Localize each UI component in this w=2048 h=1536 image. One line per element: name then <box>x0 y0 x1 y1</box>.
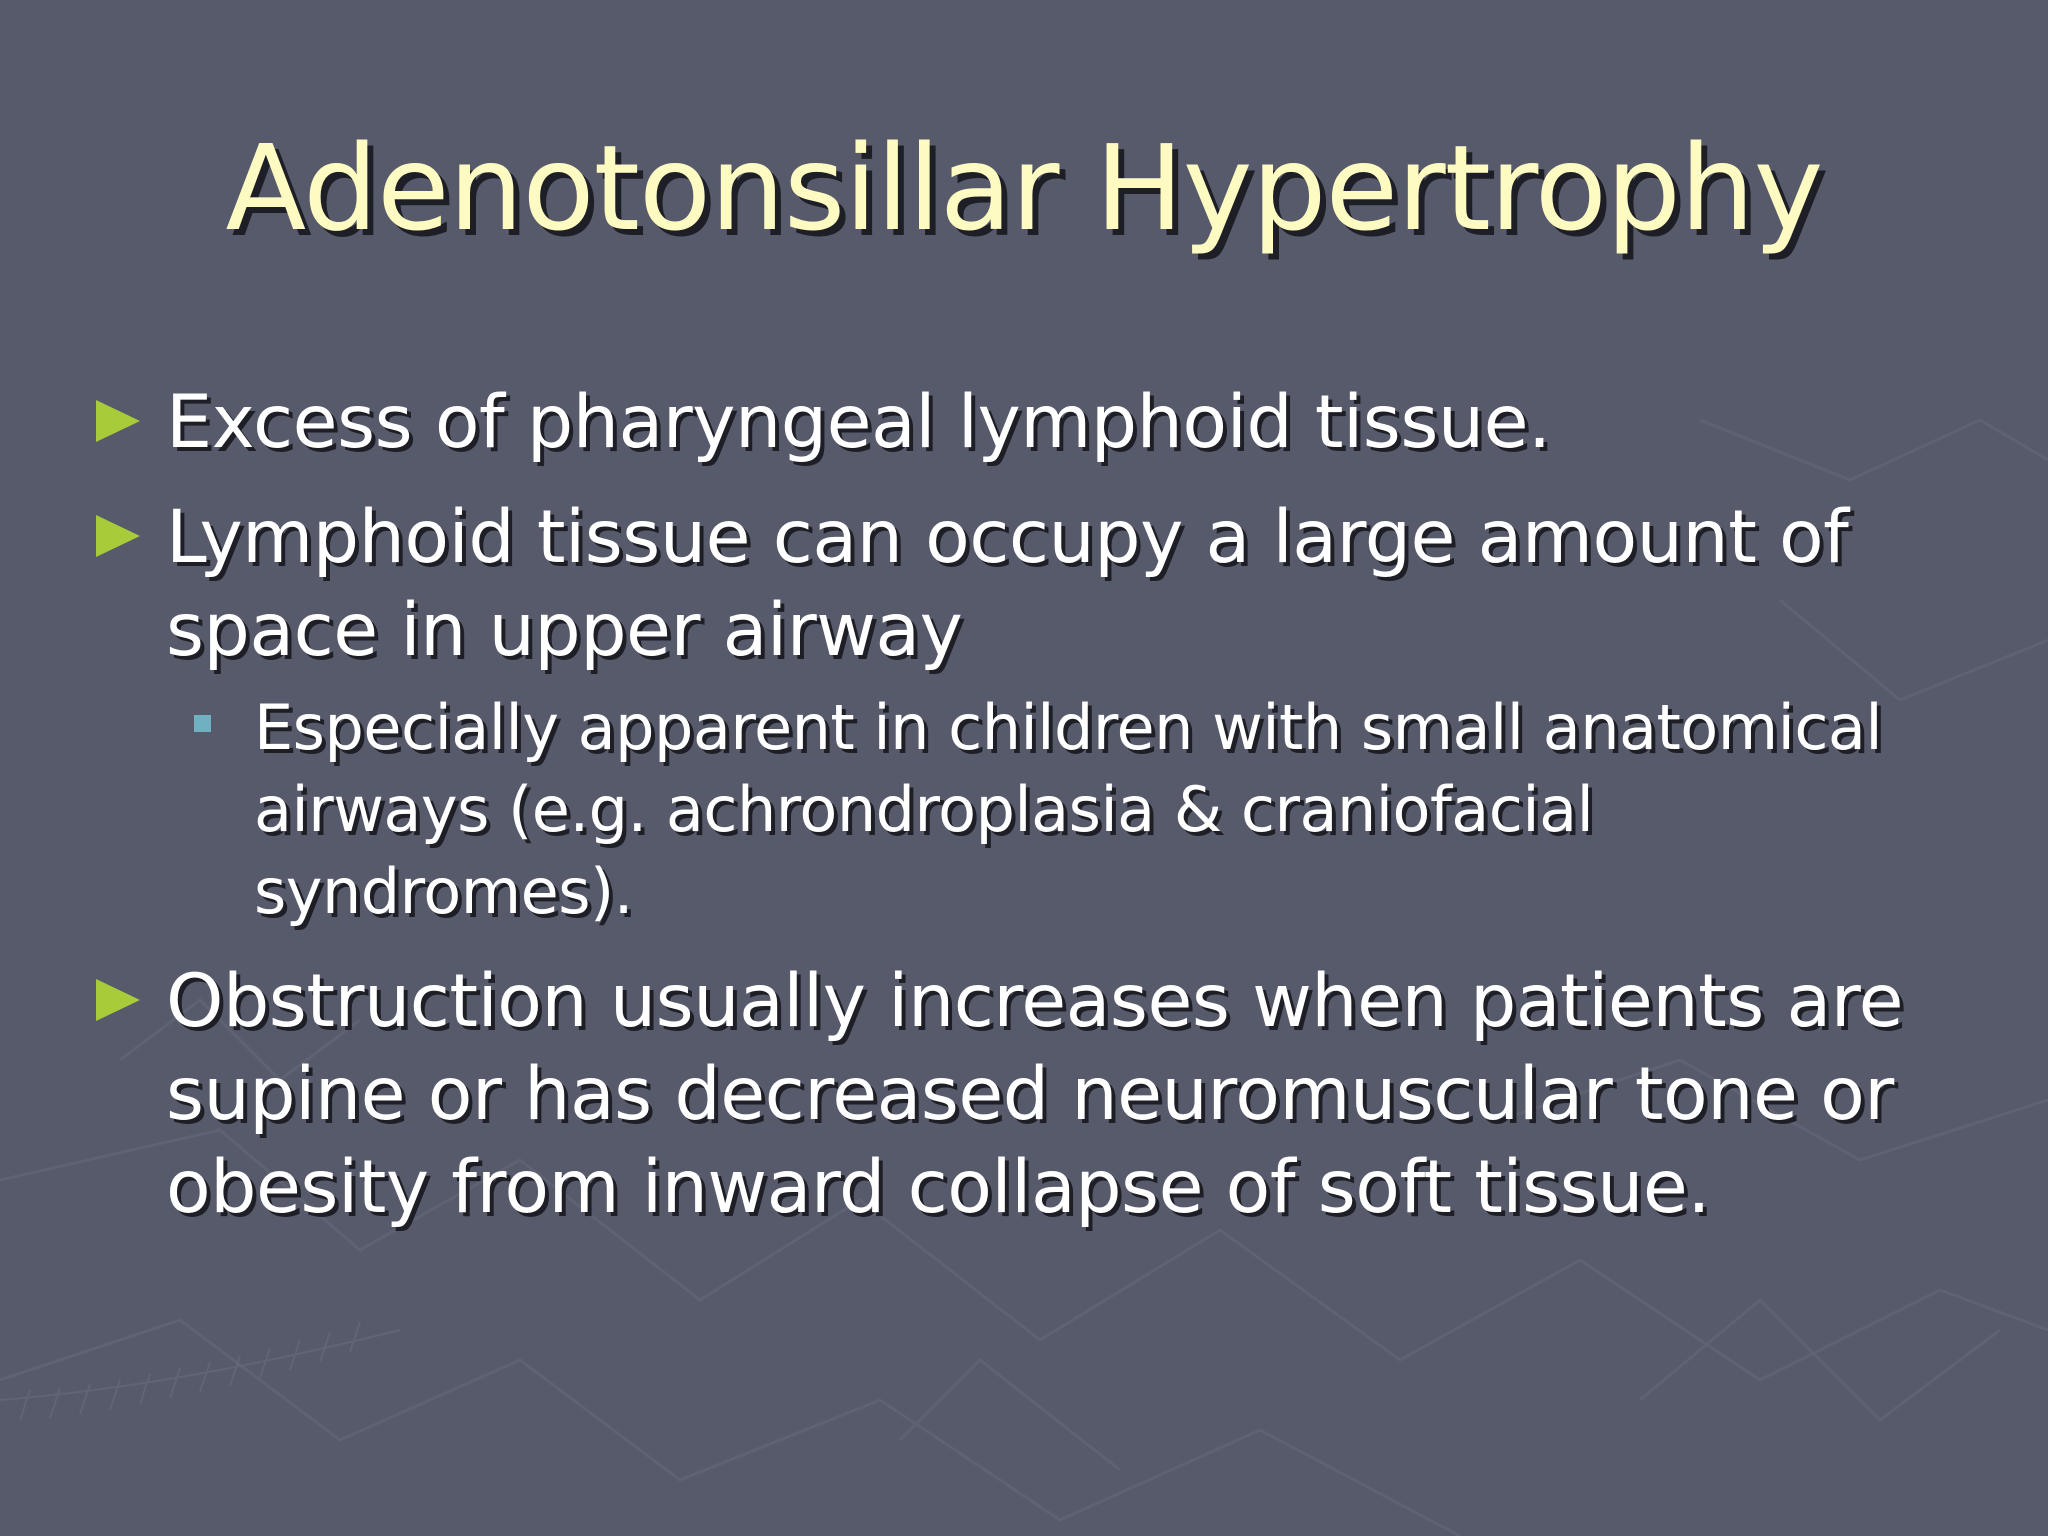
bullet-text: Obstruction usually increases when patients are supine or has decreased neuromuscular tone or obesity from inward collapse of soft tissue. <box>166 959 1904 1230</box>
triangle-bullet-icon <box>96 400 140 442</box>
bullet-text: Excess of pharyngeal lymphoid tissue. <box>166 380 1551 465</box>
slide-title: Adenotonsillar Hypertrophy <box>225 119 1823 257</box>
slide-body <box>96 376 1976 1256</box>
triangle-bullet-icon <box>96 515 140 557</box>
bullet-text: Lymphoid tissue can occupy a large amount of space in upper airway <box>166 495 1849 673</box>
sub-bullet-item <box>254 687 1976 933</box>
sub-bullet-text: Especially apparent in children with small anatomical airways (e.g. achrondroplasia & craniofacial syndromes). <box>254 691 1883 928</box>
bullet-item <box>96 376 1976 469</box>
triangle-bullet-icon <box>96 979 140 1021</box>
bullet-item <box>96 955 1976 1234</box>
bullet-item <box>96 491 1976 677</box>
square-bullet-icon <box>194 715 211 732</box>
